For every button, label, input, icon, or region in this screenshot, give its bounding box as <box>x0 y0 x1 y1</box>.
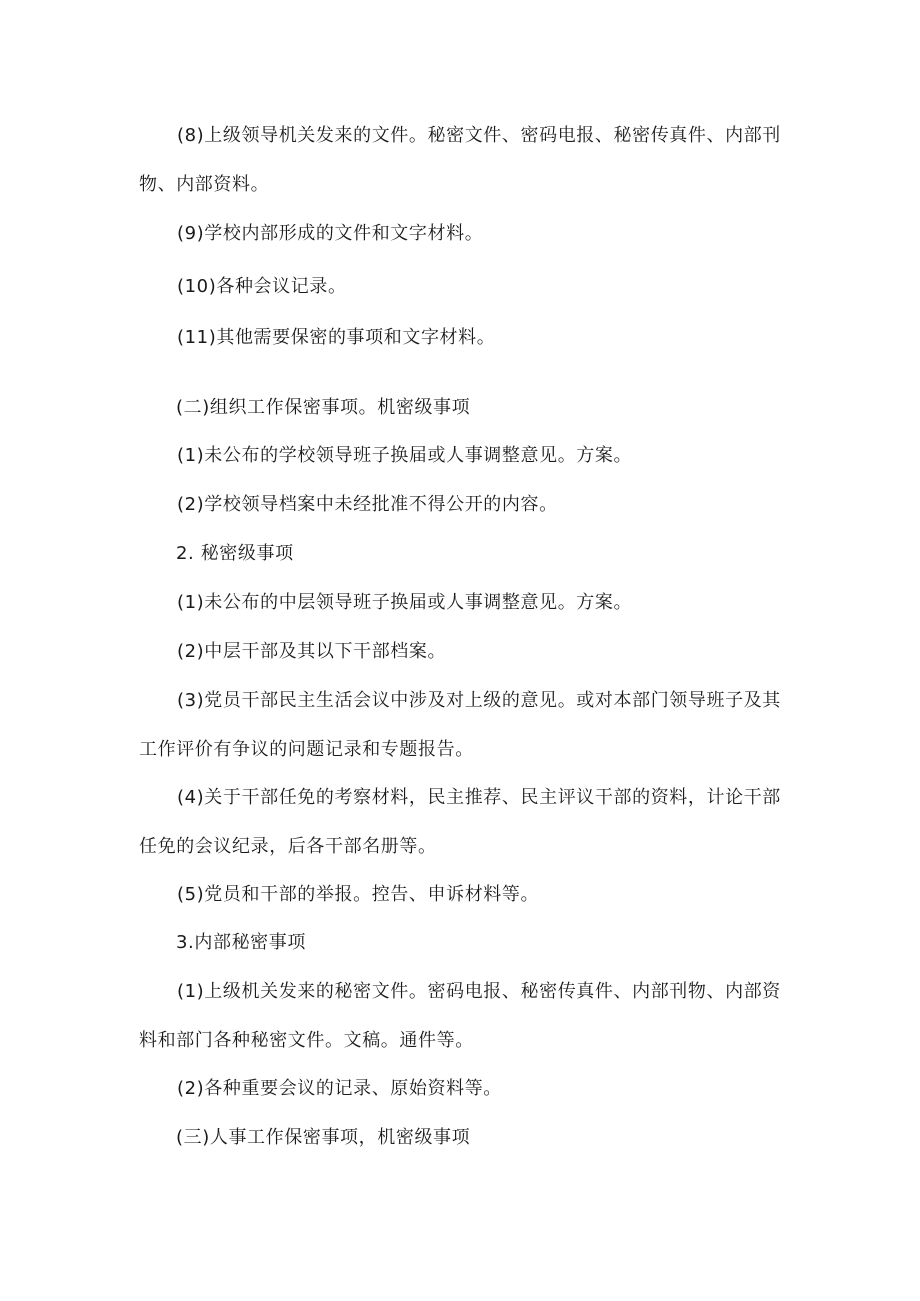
paragraph-secret-5: (5)党员和干部的举报。控告、申诉材料等。 <box>177 884 540 905</box>
subheading-internal-secret: 3.内部秘密事项 <box>176 932 306 953</box>
paragraph-8: (8)上级领导机关发来的文件。秘密文件、密码电报、秘密传真件、内部刊物、内部资料。 <box>139 125 781 195</box>
subheading-secret-level: 2. 秘密级事项 <box>176 543 294 564</box>
paragraph-org-2: (2)学校领导档案中未经批准不得公开的内容。 <box>177 494 558 515</box>
section-heading-3: (三)人事工作保密事项，机密级事项 <box>176 1127 471 1148</box>
section-heading-2: (二)组织工作保密事项。机密级事项 <box>176 397 471 418</box>
paragraph-internal-2: (2)各种重要会议的记录、原始资料等。 <box>177 1078 502 1099</box>
paragraph-10: (10)各种会议记录。 <box>177 276 347 297</box>
paragraph-secret-2: (2)中层干部及其以下干部档案。 <box>177 641 447 662</box>
paragraph-org-1: (1)未公布的学校领导班子换届或人事调整意见。方案。 <box>177 445 633 466</box>
paragraph-11: (11)其他需要保密的事项和文字材料。 <box>177 327 496 348</box>
paragraph-secret-3: (3)党员干部民主生活会议中涉及对上级的意见。或对本部门领导班子及其工作评价有争议的问题记录和专题报告。 <box>139 690 781 760</box>
paragraph-secret-4: (4)关于干部任免的考察材料，民主推荐、民主评议干部的资料，计论干部任免的会议纪录，后各干部名册等。 <box>139 787 781 857</box>
paragraph-internal-1: (1)上级机关发来的秘密文件。密码电报、秘密传真件、内部刊物、内部资料和部门各种秘密文件。文稿。通件等。 <box>139 981 781 1051</box>
paragraph-9: (9)学校内部形成的文件和文字材料。 <box>177 223 484 244</box>
paragraph-secret-1: (1)未公布的中层领导班子换届或人事调整意见。方案。 <box>177 592 633 613</box>
